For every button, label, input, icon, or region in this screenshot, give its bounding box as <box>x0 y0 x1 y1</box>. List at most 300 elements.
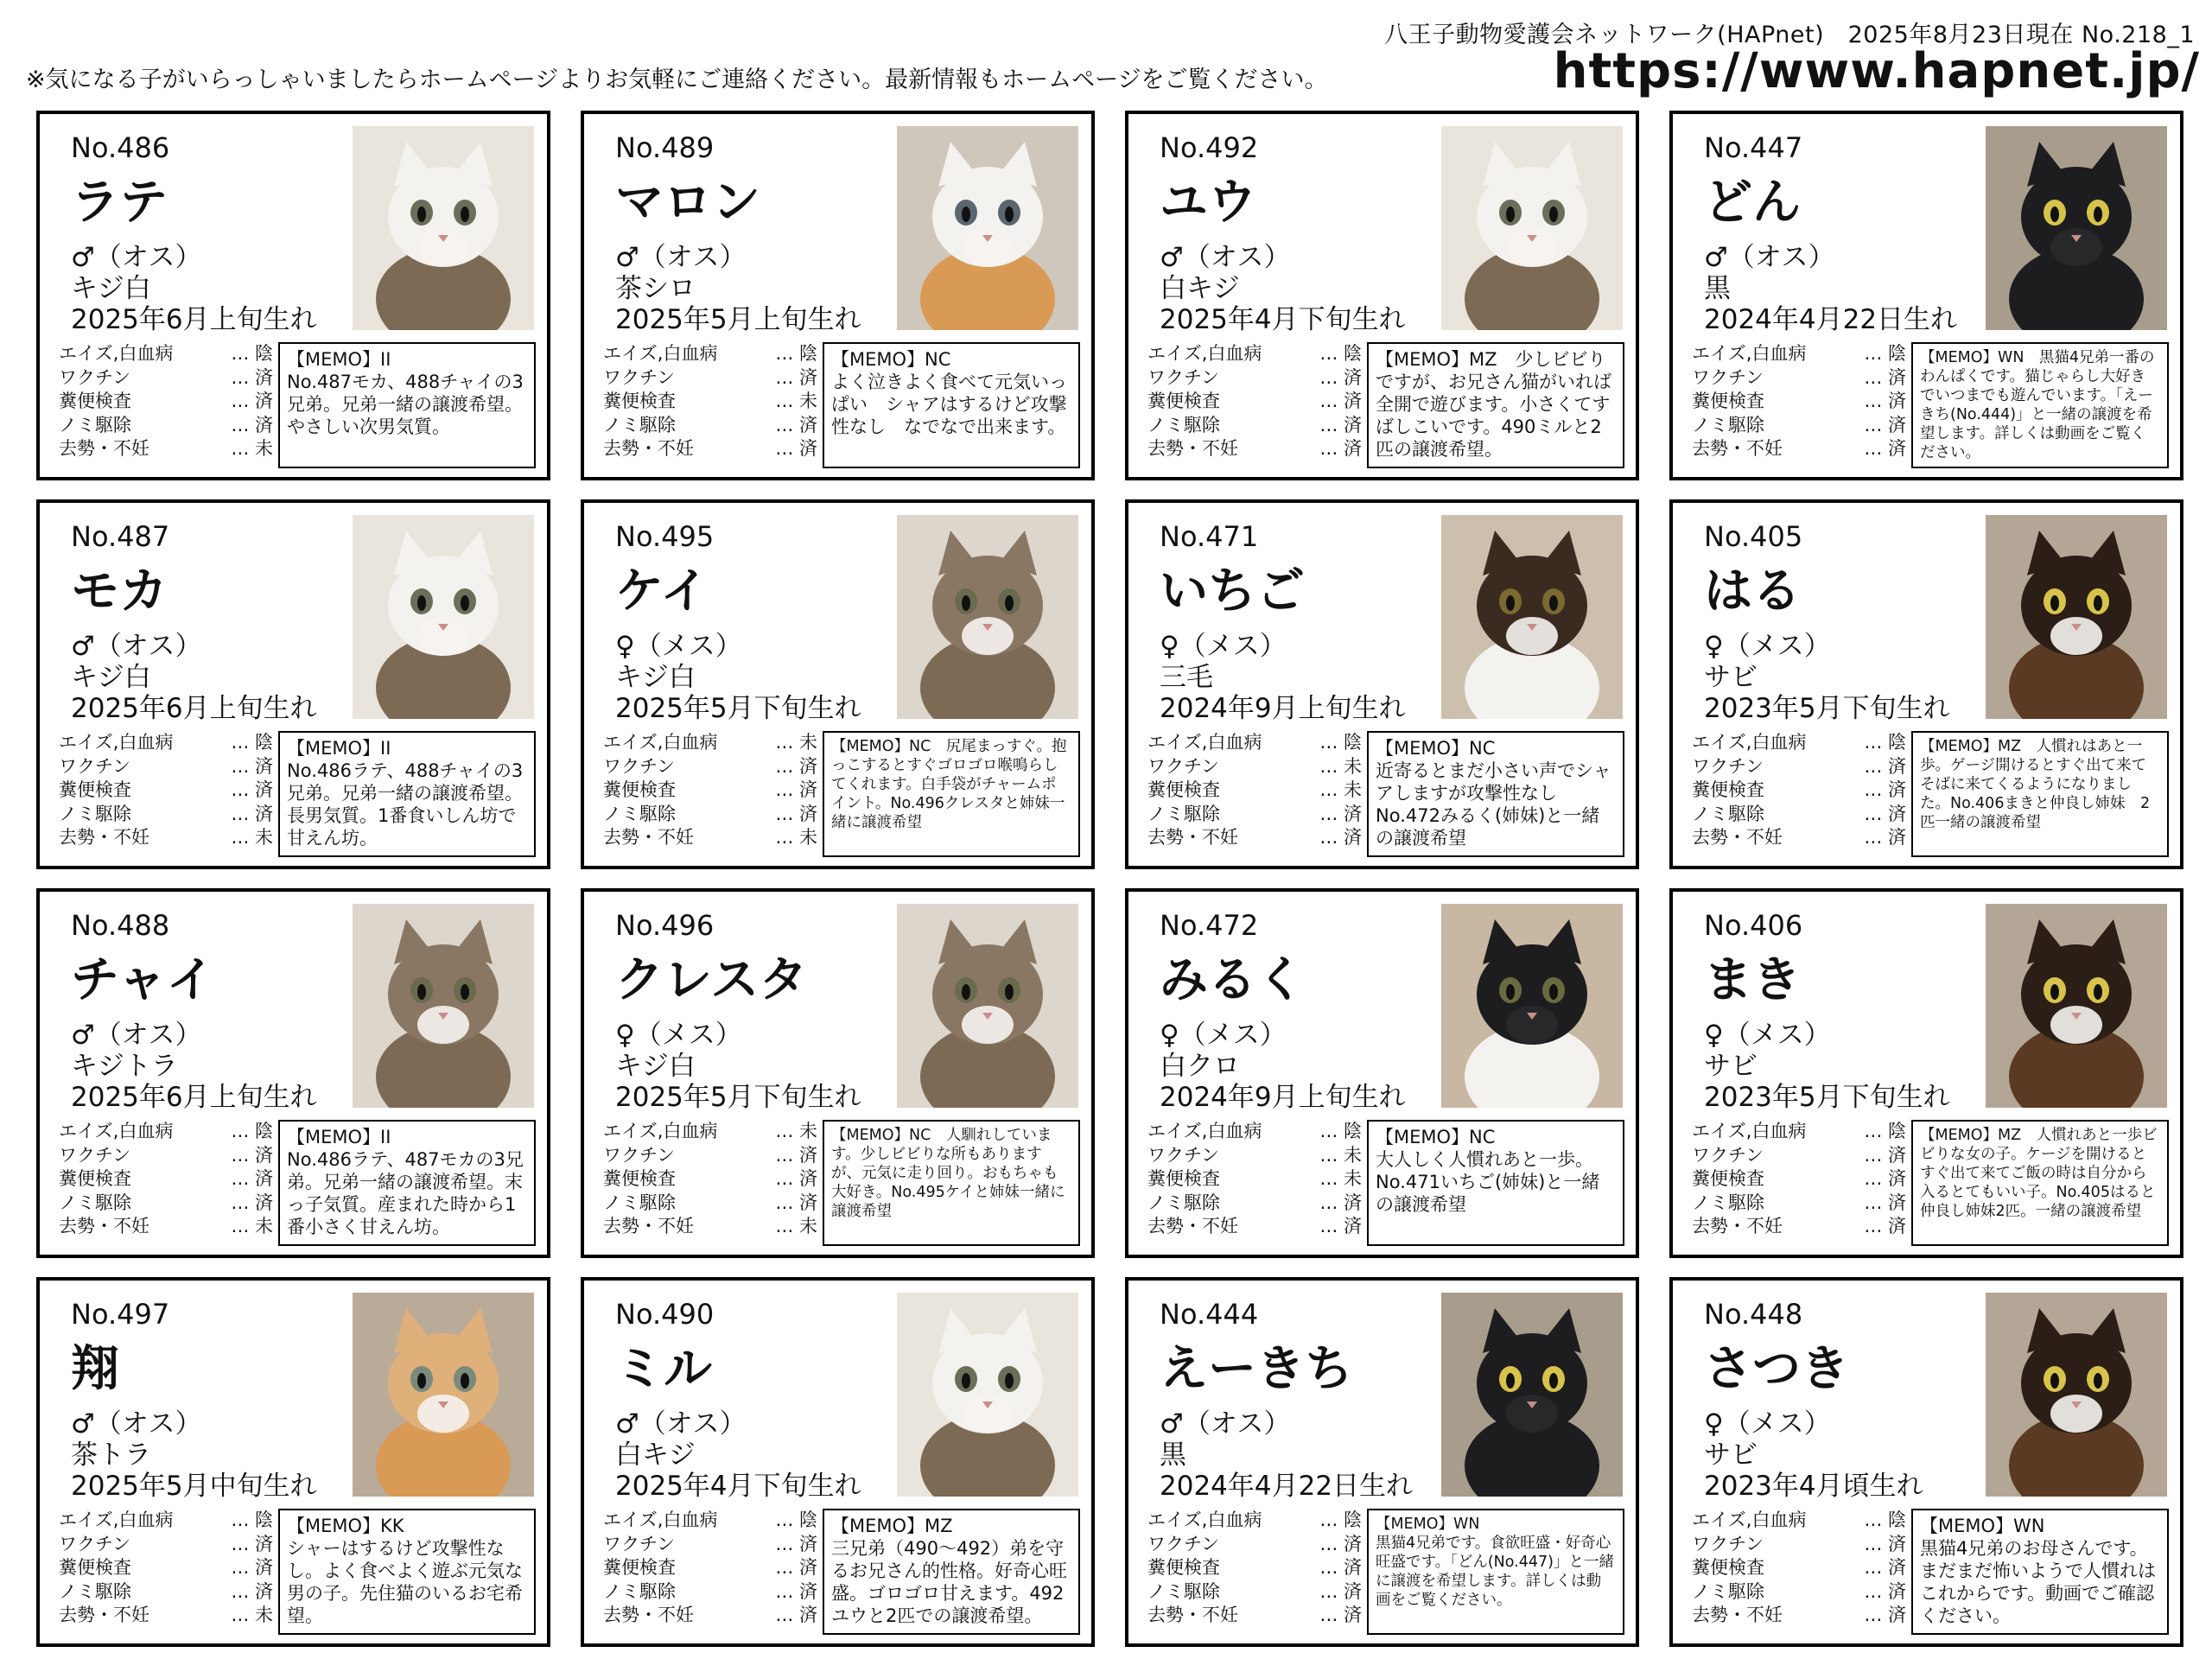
cat-number: No.486 <box>71 131 170 164</box>
health-checklist <box>1147 731 1363 850</box>
cat-card-no-486[interactable] <box>36 111 550 480</box>
health-check-row <box>1147 342 1363 366</box>
cat-sex: ♀（メス） <box>615 1020 742 1051</box>
health-checklist <box>59 1120 275 1239</box>
health-check-row <box>1692 1533 1908 1557</box>
cat-name: ケイ <box>615 563 709 620</box>
cat-coat-color: サビ <box>1704 1051 1758 1082</box>
health-check-label: エイズ,白血病 <box>1692 1510 1807 1530</box>
cat-number: No.488 <box>71 909 170 942</box>
health-check-value: … 済 <box>775 755 817 777</box>
health-check-row <box>603 826 819 850</box>
memo-box: 【MEMO】NC 大人しく人慣れあと一歩。No.471いちご(姉妹)と一緒の譲渡希望 <box>1367 1120 1624 1246</box>
health-check-value: … 済 <box>231 1168 273 1189</box>
kitten-tabby-photo[interactable] <box>897 904 1078 1108</box>
health-check-value: … 済 <box>1319 391 1362 411</box>
health-check-row <box>59 1167 275 1192</box>
health-check-row <box>1147 755 1363 779</box>
cat-sex: ♀（メス） <box>1160 631 1287 662</box>
cat-coat-color: サビ <box>1704 1440 1758 1471</box>
health-check-row <box>59 1192 275 1216</box>
health-check-label: 糞便検査 <box>603 779 676 800</box>
health-check-label: 糞便検査 <box>1692 391 1764 411</box>
health-check-label: 糞便検査 <box>59 391 131 411</box>
health-check-label: 去勢・不妊 <box>603 1216 694 1236</box>
health-checklist <box>1147 1120 1363 1239</box>
cat-number: No.444 <box>1160 1298 1259 1331</box>
memo-box: 【MEMO】MZ 少しビビりですが、お兄さん猫がいれば全開で遊びます。小さくてすばしこいです。490ミルと2匹の譲渡希望。 <box>1367 342 1624 468</box>
kitten-tabby-white-photo[interactable] <box>1441 126 1623 330</box>
health-check-value: … 済 <box>231 414 273 435</box>
health-check-row <box>603 1167 819 1192</box>
memo-box: 【MEMO】MZ 人慣れはあと一歩。ゲージ開けるとすぐ出て来てそばに来てくるようになりました。No.406まきと仲良し姉妹 2匹一緒の譲渡希望 <box>1911 731 2169 857</box>
health-check-value: … 陰 <box>1319 1121 1362 1141</box>
health-check-value: … 未 <box>775 1121 817 1141</box>
health-check-value: … 済 <box>1319 1557 1362 1578</box>
cat-card-no-492[interactable] <box>1125 111 1639 480</box>
health-check-label: 去勢・不妊 <box>59 438 149 459</box>
health-checklist <box>603 342 819 461</box>
cat-calico-photo[interactable] <box>1441 515 1623 719</box>
kitten-tabby-white-photo[interactable] <box>897 1293 1078 1497</box>
health-check-label: ワクチン <box>1147 1144 1219 1166</box>
cat-card-no-448[interactable] <box>1669 1277 2183 1647</box>
health-check-row <box>603 1215 819 1239</box>
cat-sex: ♀（メス） <box>1704 631 1831 662</box>
cat-number: No.487 <box>71 520 170 553</box>
health-check-label: ワクチン <box>1692 1533 1764 1554</box>
health-check-row <box>603 803 819 827</box>
health-check-row <box>603 1604 819 1628</box>
health-check-row <box>59 1580 275 1605</box>
cat-card-no-487[interactable] <box>36 499 550 869</box>
health-check-value: … 済 <box>1864 1144 1906 1166</box>
health-check-value: … 済 <box>1864 779 1906 800</box>
health-check-row <box>1147 1192 1363 1216</box>
health-check-row <box>1147 1144 1363 1168</box>
health-check-row <box>59 414 275 438</box>
health-check-value: … 済 <box>231 1144 273 1166</box>
memo-box: 【MEMO】WN 黒猫4兄弟のお母さんです。まだまだ怖いようで人慣れはこれからです。動画でご確認ください。 <box>1911 1509 2169 1635</box>
health-check-label: ワクチン <box>1692 1144 1764 1166</box>
cat-sex: ♂（オス） <box>71 1408 202 1440</box>
health-check-value: … 未 <box>1319 1168 1362 1189</box>
health-check-row <box>59 1144 275 1168</box>
health-check-row <box>603 342 819 366</box>
cat-sex: ♂（オス） <box>71 242 202 273</box>
health-check-value: … 済 <box>1319 1533 1362 1554</box>
health-check-label: 糞便検査 <box>59 779 131 800</box>
health-check-label: 糞便検査 <box>1692 1168 1764 1189</box>
health-check-value: … 済 <box>1864 1533 1906 1554</box>
cat-number: No.496 <box>615 909 715 942</box>
health-check-row <box>1147 1604 1363 1628</box>
health-check-value: … 済 <box>1864 366 1906 388</box>
health-check-label: ワクチン <box>59 1144 130 1166</box>
cat-sex: ♂（オス） <box>1160 1408 1291 1440</box>
health-check-value: … 済 <box>1864 803 1906 824</box>
cat-sex: ♀（メス） <box>1704 1408 1831 1440</box>
memo-box: 【MEMO】KK シャーはするけど攻撃性なし。よく食べよく遊ぶ元気な男の子。先住猫のいるお宅希望。 <box>278 1509 536 1635</box>
cat-coat-color: キジ白 <box>615 1051 696 1082</box>
kitten-tabby-photo[interactable] <box>897 515 1078 719</box>
health-check-value: … 陰 <box>231 732 273 753</box>
kitten-orange-photo[interactable] <box>353 1293 534 1497</box>
health-check-row <box>59 1533 275 1557</box>
health-check-row <box>1692 731 1908 755</box>
health-check-value: … 済 <box>231 803 273 824</box>
health-check-value: … 陰 <box>1864 1121 1906 1141</box>
health-check-label: エイズ,白血病 <box>603 1121 718 1141</box>
kitten-orange-white-photo[interactable] <box>897 126 1078 330</box>
cat-birth: 2023年5月下旬生れ <box>1704 1082 1950 1113</box>
cat-coat-color: サビ <box>1704 662 1758 693</box>
memo-box: 【MEMO】NC 尻尾まっすぐ。抱っこするとすぐゴロゴロ喉鳴らしてくれます。白手袋がチャームポイント。No.496クレスタと姉妹一緒に譲渡希望 <box>823 731 1080 857</box>
cat-card-no-472[interactable] <box>1125 888 1639 1258</box>
health-check-value: … 済 <box>1864 391 1906 411</box>
health-check-value: … 済 <box>1864 827 1906 848</box>
health-check-value: … 陰 <box>231 343 273 364</box>
health-check-value: … 陰 <box>775 1510 817 1530</box>
cat-tortoiseshell-photo[interactable] <box>1986 904 2167 1108</box>
health-check-row <box>603 390 819 414</box>
health-check-label: 去勢・不妊 <box>59 1216 149 1236</box>
health-check-row <box>603 366 819 391</box>
cat-sex: ♂（オス） <box>1704 242 1835 273</box>
health-check-value: … 済 <box>1319 1580 1362 1602</box>
cat-coat-color: 三毛 <box>1160 662 1213 693</box>
cat-card-no-495[interactable] <box>581 499 1095 869</box>
health-check-label: ワクチン <box>59 755 130 777</box>
health-check-label: 去勢・不妊 <box>1147 438 1238 459</box>
health-check-row <box>603 755 819 779</box>
health-check-row <box>1692 1215 1908 1239</box>
health-check-label: 去勢・不妊 <box>1147 827 1238 848</box>
health-check-label: エイズ,白血病 <box>1147 1121 1262 1141</box>
health-check-value: … 未 <box>231 1216 273 1236</box>
health-check-row <box>603 779 819 803</box>
kitten-tabby-white-photo[interactable] <box>353 515 534 719</box>
cat-tortoiseshell-photo[interactable] <box>1986 1293 2167 1497</box>
cat-card-grid <box>36 111 2188 1649</box>
health-check-label: ワクチン <box>603 1144 675 1166</box>
cat-name: みるく <box>1160 952 1305 1008</box>
cat-card-no-496[interactable] <box>581 888 1095 1258</box>
health-check-label: 去勢・不妊 <box>1692 438 1783 459</box>
cat-name: えーきち <box>1160 1341 1353 1397</box>
health-check-value: … 未 <box>231 438 273 459</box>
health-check-label: ワクチン <box>603 366 675 388</box>
cat-sex: ♀（メス） <box>1160 1020 1287 1051</box>
health-check-value: … 済 <box>775 1557 817 1578</box>
health-check-row <box>59 803 275 827</box>
health-check-label: ノミ駆除 <box>603 1192 676 1213</box>
health-check-row <box>603 1556 819 1580</box>
health-check-value: … 陰 <box>1319 343 1362 364</box>
cat-birth: 2025年5月下旬生れ <box>615 1082 861 1113</box>
health-check-row <box>603 1533 819 1557</box>
cat-sex: ♂（オス） <box>71 1020 202 1051</box>
health-check-row <box>603 1144 819 1168</box>
cat-birth: 2025年6月上旬生れ <box>71 1082 317 1113</box>
health-checklist <box>59 342 275 461</box>
health-check-row <box>1692 342 1908 366</box>
cat-number: No.406 <box>1704 909 1803 942</box>
health-check-row <box>59 826 275 850</box>
health-check-value: … 済 <box>1864 1168 1906 1189</box>
cat-birth: 2024年9月上旬生れ <box>1160 1082 1406 1113</box>
health-checklist <box>1692 1120 1908 1239</box>
health-check-value: … 陰 <box>231 1510 273 1530</box>
health-check-row <box>1147 826 1363 850</box>
health-check-row <box>59 342 275 366</box>
health-check-value: … 済 <box>231 1533 273 1554</box>
health-check-value: … 済 <box>775 1580 817 1602</box>
health-check-row <box>59 366 275 391</box>
health-check-label: ノミ駆除 <box>1147 1192 1220 1213</box>
health-check-row <box>1147 1167 1363 1192</box>
health-check-value: … 未 <box>775 1216 817 1236</box>
health-check-label: ノミ駆除 <box>59 414 131 435</box>
health-check-label: 糞便検査 <box>1147 779 1220 800</box>
health-check-label: エイズ,白血病 <box>1692 732 1807 753</box>
cat-card-no-489[interactable] <box>581 111 1095 480</box>
memo-box: 【MEMO】NC 近寄るとまだ小さい声でシャアしますが攻撃性なしNo.472みるく(姉妹)と一緒の譲渡希望 <box>1367 731 1624 857</box>
health-check-label: エイズ,白血病 <box>59 1510 174 1530</box>
health-check-row <box>1692 1509 1908 1533</box>
cat-birth: 2025年5月上旬生れ <box>615 304 861 335</box>
health-check-value: … 済 <box>231 755 273 777</box>
health-check-value: … 未 <box>775 827 817 848</box>
health-check-value: … 未 <box>1319 1144 1362 1166</box>
health-check-label: ワクチン <box>603 755 675 777</box>
health-check-label: エイズ,白血病 <box>1147 1510 1262 1530</box>
kitten-tabby-photo[interactable] <box>353 904 534 1108</box>
health-check-row <box>59 755 275 779</box>
health-check-value: … 陰 <box>231 1121 273 1141</box>
health-check-label: エイズ,白血病 <box>59 732 174 753</box>
health-check-label: 去勢・不妊 <box>603 438 694 459</box>
health-check-label: ワクチン <box>1692 366 1764 388</box>
health-check-label: 去勢・不妊 <box>1147 1605 1238 1625</box>
cat-number: No.489 <box>615 131 715 164</box>
health-check-row <box>59 437 275 461</box>
cat-coat-color: キジトラ <box>71 1051 178 1082</box>
health-check-label: ノミ駆除 <box>603 803 676 824</box>
cat-sex: ♀（メス） <box>615 631 742 662</box>
cat-card-no-447[interactable] <box>1669 111 2183 480</box>
health-check-label: ノミ駆除 <box>1692 414 1764 435</box>
health-check-value: … 済 <box>231 1192 273 1213</box>
health-check-label: 去勢・不妊 <box>1147 1216 1238 1236</box>
cat-birth: 2024年4月22日生れ <box>1704 304 1958 335</box>
cat-number: No.492 <box>1160 131 1259 164</box>
health-check-value: … 済 <box>1319 1216 1362 1236</box>
health-check-row <box>603 1120 819 1144</box>
cat-name: マロン <box>615 175 760 231</box>
health-check-label: 去勢・不妊 <box>1692 1605 1783 1625</box>
memo-box: 【MEMO】II No.486ラテ、487モカの3兄弟。兄弟一緒の譲渡希望。末っ子気質。産まれた時から1番小さく甘えん坊。 <box>278 1120 536 1246</box>
cat-card-no-490[interactable] <box>581 1277 1095 1647</box>
health-check-value: … 済 <box>231 1580 273 1602</box>
health-check-row <box>1692 390 1908 414</box>
health-check-label: 糞便検査 <box>1692 779 1764 800</box>
health-check-label: ワクチン <box>59 366 130 388</box>
health-check-row <box>59 1604 275 1628</box>
health-check-row <box>1692 414 1908 438</box>
health-check-row <box>603 1192 819 1216</box>
health-check-value: … 陰 <box>1319 732 1362 753</box>
health-check-label: ワクチン <box>1147 1533 1219 1554</box>
memo-box: 【MEMO】WN 黒猫4兄弟一番のわんぱくです。猫じゃらし大好きでいつまでも遊んでいます。「えーきち(No.444)」と一緒の譲渡を希望します。詳しくは動画をご覧ください。 <box>1911 342 2169 468</box>
cat-name: モカ <box>71 563 168 620</box>
health-check-label: エイズ,白血病 <box>59 1121 174 1141</box>
health-check-label: 糞便検査 <box>1147 391 1220 411</box>
health-check-value: … 済 <box>775 366 817 388</box>
cat-black-photo[interactable] <box>1986 126 2167 330</box>
health-check-label: 糞便検査 <box>1147 1557 1220 1578</box>
memo-box: 【MEMO】WN 黒猫4兄弟です。食欲旺盛・好奇心旺盛です。「どん(No.447)」と一緒に譲渡を希望します。詳しくは動画をご覧ください。 <box>1367 1509 1624 1635</box>
contact-notice: ※気になる子がいらっしゃいましたらホームページよりお気軽にご連絡ください。最新情報もホームページをご覧ください。 <box>26 67 1328 93</box>
health-check-row <box>603 437 819 461</box>
cat-birth: 2025年5月下旬生れ <box>615 693 861 724</box>
health-check-row <box>603 731 819 755</box>
cat-number: No.447 <box>1704 131 1803 164</box>
health-check-value: … 済 <box>775 438 817 459</box>
health-check-label: ノミ駆除 <box>1692 1580 1764 1602</box>
health-checklist <box>1692 1509 1908 1628</box>
cat-name: ラテ <box>71 175 168 231</box>
health-check-row <box>1147 779 1363 803</box>
health-check-label: 糞便検査 <box>59 1557 131 1578</box>
cat-tortoiseshell-photo[interactable] <box>1986 515 2167 719</box>
health-check-row <box>1692 803 1908 827</box>
cat-coat-color: 茶シロ <box>615 273 696 304</box>
health-check-value: … 陰 <box>1864 1510 1906 1530</box>
health-checklist <box>59 1509 275 1628</box>
health-check-value: … 済 <box>231 779 273 800</box>
health-check-value: … 済 <box>1319 827 1362 848</box>
health-check-row <box>1147 1120 1363 1144</box>
cat-name: ミル <box>615 1341 712 1397</box>
health-check-value: … 済 <box>1864 1605 1906 1625</box>
cat-birth: 2024年9月上旬生れ <box>1160 693 1406 724</box>
health-check-label: エイズ,白血病 <box>603 1510 718 1530</box>
cat-card-no-497[interactable] <box>36 1277 550 1647</box>
health-check-label: 糞便検査 <box>603 1168 676 1189</box>
cat-birth: 2025年4月下旬生れ <box>615 1471 861 1502</box>
health-check-label: ワクチン <box>1692 755 1764 777</box>
health-check-label: エイズ,白血病 <box>1692 1121 1807 1141</box>
health-check-value: … 済 <box>1864 438 1906 459</box>
health-check-value: … 済 <box>775 1605 817 1625</box>
cat-number: No.490 <box>615 1298 715 1331</box>
health-check-value: … 未 <box>1319 755 1362 777</box>
health-check-value: … 済 <box>1319 1605 1362 1625</box>
cat-name: チャイ <box>71 952 215 1008</box>
cat-coat-color: 白キジ <box>615 1440 696 1471</box>
health-check-row <box>1692 1192 1908 1216</box>
health-check-row <box>1147 437 1363 461</box>
health-check-value: … 済 <box>1319 414 1362 435</box>
cat-coat-color: キジ白 <box>615 662 696 693</box>
cat-card-no-471[interactable] <box>1125 499 1639 869</box>
cat-coat-color: 白キジ <box>1160 273 1240 304</box>
cat-name: 翔 <box>71 1341 119 1397</box>
cat-birth: 2025年5月中旬生れ <box>71 1471 317 1502</box>
cat-black-white-photo[interactable] <box>1441 904 1623 1108</box>
health-check-label: 去勢・不妊 <box>603 827 694 848</box>
cat-card-no-444[interactable] <box>1125 1277 1639 1647</box>
health-check-row <box>59 1556 275 1580</box>
cat-card-no-405[interactable] <box>1669 499 2183 869</box>
cat-card-no-488[interactable] <box>36 888 550 1258</box>
health-check-value: … 済 <box>775 1168 817 1189</box>
health-check-label: ノミ駆除 <box>59 803 131 824</box>
health-check-row <box>1147 1509 1363 1533</box>
cat-sex: ♂（オス） <box>615 242 747 273</box>
health-check-label: エイズ,白血病 <box>59 343 174 364</box>
health-check-row <box>1147 414 1363 438</box>
health-check-label: ノミ駆除 <box>1692 803 1764 824</box>
cat-number: No.497 <box>71 1298 170 1331</box>
health-check-row <box>1147 1580 1363 1605</box>
health-check-value: … 未 <box>231 827 273 848</box>
homepage-url-link[interactable]: https://www.hapnet.jp/ <box>1553 43 2200 99</box>
health-check-row <box>1692 1604 1908 1628</box>
health-check-row <box>1147 366 1363 391</box>
cat-birth: 2023年5月下旬生れ <box>1704 693 1950 724</box>
health-check-row <box>1692 1120 1908 1144</box>
health-check-row <box>59 1120 275 1144</box>
health-check-row <box>603 1580 819 1605</box>
kitten-tabby-white-photo[interactable] <box>353 126 534 330</box>
health-check-label: ノミ駆除 <box>59 1580 131 1602</box>
cat-sex: ♂（オス） <box>71 631 202 662</box>
health-check-value: … 済 <box>775 803 817 824</box>
health-check-label: エイズ,白血病 <box>1147 732 1262 753</box>
memo-box: 【MEMO】II No.486ラテ、488チャイの3兄弟。兄弟一緒の譲渡希望。長男気質。1番食いしん坊で甘えん坊。 <box>278 731 536 857</box>
health-check-row <box>1692 1144 1908 1168</box>
health-check-label: 去勢・不妊 <box>59 827 149 848</box>
health-check-label: ワクチン <box>1147 366 1219 388</box>
health-checklist <box>603 731 819 850</box>
health-check-value: … 陰 <box>1319 1510 1362 1530</box>
cat-name: はる <box>1704 563 1801 620</box>
cat-card-no-406[interactable] <box>1669 888 2183 1258</box>
health-check-row <box>59 731 275 755</box>
health-check-label: ノミ駆除 <box>603 1580 676 1602</box>
cat-name: いちご <box>1160 563 1305 620</box>
cat-birth: 2025年6月上旬生れ <box>71 304 317 335</box>
memo-box: 【MEMO】NC 人馴れしています。少しビビりな所もありますが、元気に走り回り。おもちゃも大好き。No.495ケイと姉妹一緒に譲渡希望 <box>823 1120 1080 1246</box>
cat-coat-color: 黒 <box>1704 273 1731 304</box>
health-check-value: … 済 <box>775 414 817 435</box>
health-checklist <box>59 731 275 850</box>
health-check-label: ノミ駆除 <box>603 414 676 435</box>
cat-sex: ♂（オス） <box>1160 242 1291 273</box>
health-check-value: … 済 <box>231 1557 273 1578</box>
health-check-label: エイズ,白血病 <box>603 732 718 753</box>
health-check-row <box>1692 437 1908 461</box>
health-check-row <box>59 1215 275 1239</box>
cat-name: クレスタ <box>615 952 808 1008</box>
cat-number: No.471 <box>1160 520 1259 553</box>
cat-black-photo[interactable] <box>1441 1293 1623 1497</box>
health-check-label: 糞便検査 <box>603 1557 676 1578</box>
health-check-row <box>1147 803 1363 827</box>
health-check-row <box>1692 826 1908 850</box>
